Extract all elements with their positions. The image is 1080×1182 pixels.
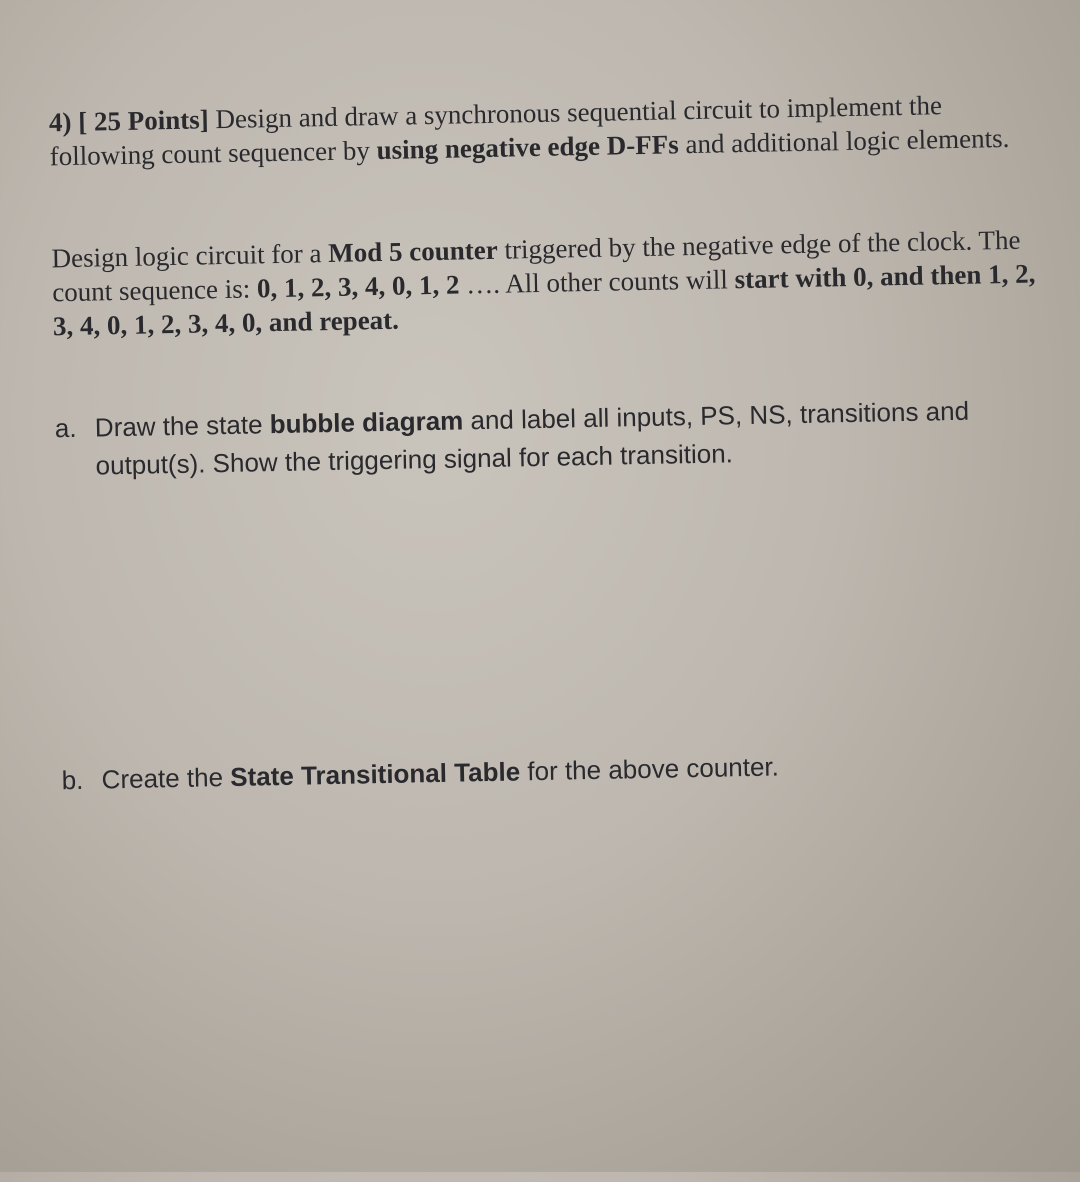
- question-description: [51, 222, 1043, 343]
- desc-text-2: triggered by the negative edge of the clock. The count sequence is:: [51, 224, 1021, 308]
- part-a-label: a.: [54, 412, 77, 444]
- part-a-bold: bubble diagram: [269, 405, 464, 440]
- desc-bold-repeat: start with 0, and then 1, 2, 3, 4, 0, 1, 2, 3, 4, 0, and repeat.: [52, 258, 1036, 342]
- question-points: [ 25 Points]: [77, 104, 210, 137]
- part-a-text-1: Draw the state: [94, 409, 270, 443]
- part-b-label: b.: [61, 764, 84, 796]
- part-b-text-2: for the above counter.: [519, 751, 780, 787]
- part-a-text-2: and label all inputs, PS, NS, transitions and output(s). Show the triggering signal for each transition.: [95, 395, 970, 481]
- desc-text-1: Design logic circuit for a: [51, 238, 329, 274]
- question-intro-end: and additional logic elements.: [678, 122, 1010, 160]
- part-b-text: [101, 742, 1052, 798]
- part-b: [61, 742, 1052, 799]
- question-intro-bold: using negative edge D-FFs: [376, 129, 679, 166]
- part-b-text-1: Create the: [101, 761, 231, 795]
- question-number: 4): [48, 106, 72, 138]
- question-intro-text: Design and draw a synchronous sequential circuit to implement the following count sequencer by: [49, 90, 943, 172]
- desc-bold-sequence: 0, 1, 2, 3, 4, 0, 1, 2: [256, 269, 460, 304]
- desc-text-3: …. All other counts will: [459, 264, 735, 300]
- question-header: [49, 86, 1040, 173]
- part-a: [55, 390, 1046, 485]
- part-b-bold: State Transitional Table: [229, 756, 521, 792]
- desc-bold-mod5: Mod 5 counter: [327, 234, 498, 269]
- part-a-text: [95, 390, 1046, 484]
